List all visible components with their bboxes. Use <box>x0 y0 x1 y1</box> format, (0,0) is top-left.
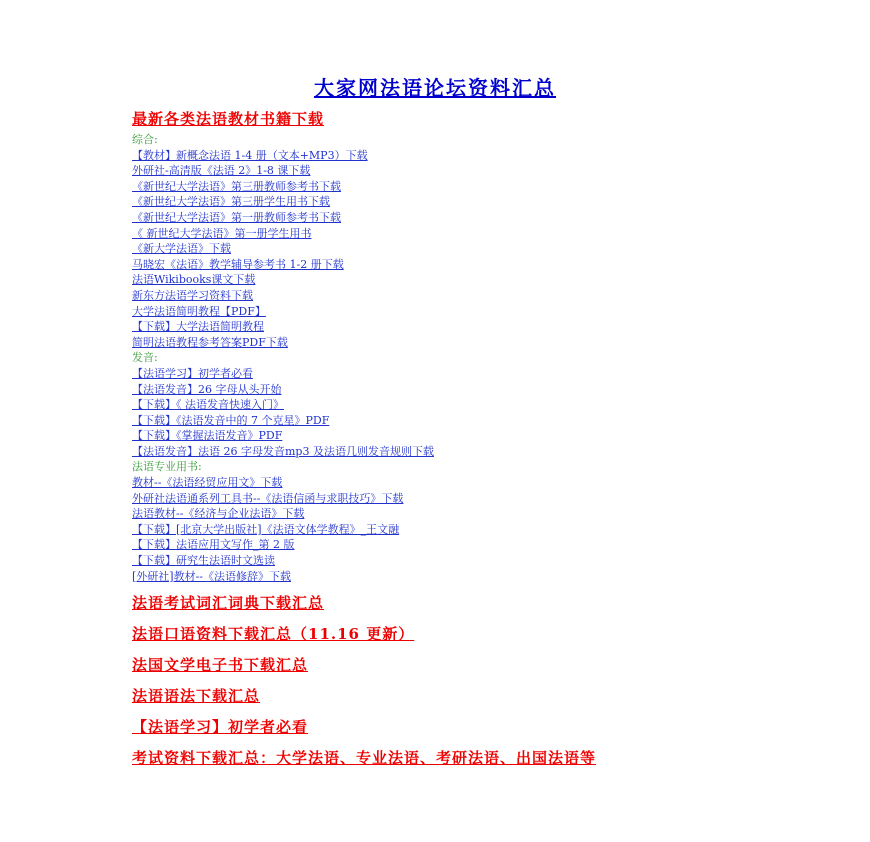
resource-link[interactable]: 《新世纪大学法语》第三册学生用书下载 <box>132 195 330 209</box>
resource-link[interactable]: 大学法语简明教程【PDF】 <box>132 304 266 318</box>
resource-link[interactable]: [外研社]教材--《法语修辞》下载 <box>132 569 292 583</box>
resource-link[interactable]: 【法语学习】初学者必看 <box>132 366 253 380</box>
resource-link[interactable]: 马晓宏《法语》教学辅导参考书 1-2 册下载 <box>132 257 344 271</box>
resource-link[interactable]: 《新世纪大学法语》第一册教师参考书下载 <box>132 210 341 224</box>
resource-link[interactable]: 【下载】《法语发音中的 7 个克星》PDF <box>132 413 330 427</box>
section-heading-textbooks[interactable]: 最新各类法语教材书籍下载 <box>132 110 325 128</box>
resource-link[interactable]: 【法语发音】法语 26 字母发音mp3 及法语几则发音规则下载 <box>132 444 434 458</box>
group-professional <box>132 459 832 584</box>
resource-link[interactable]: 新东方法语学习资料下载 <box>132 288 253 302</box>
resource-link[interactable]: 《新世纪大学法语》第三册教师参考书下载 <box>132 179 341 193</box>
section-heading-exam-materials[interactable]: 考试资料下载汇总：大学法语、专业法语、考研法语、出国法语等 <box>132 749 597 768</box>
other-sections <box>132 588 832 774</box>
section-heading-french-literature[interactable]: 法国文学电子书下载汇总 <box>132 656 309 675</box>
resource-link[interactable]: 外研社-高清版《法语 2》1-8 课下载 <box>132 164 311 178</box>
resource-list <box>132 108 832 774</box>
page-title[interactable]: 大家网法语论坛资料汇总 <box>314 76 556 100</box>
resource-link[interactable]: 【下载】研究生法语时文选读 <box>132 554 275 568</box>
category-label-general: 综合: <box>132 133 158 146</box>
resource-link[interactable]: 法语教材--《经济与企业法语》下载 <box>132 507 305 521</box>
resource-link[interactable]: 法语Wikibooks课文下载 <box>132 273 256 287</box>
resource-link[interactable]: 【法语发音】26 字母从头开始 <box>132 382 282 396</box>
section-heading-beginners[interactable]: 【法语学习】初学者必看 <box>132 718 309 737</box>
section-heading-exam-vocabulary[interactable]: 法语考试词汇词典下载汇总 <box>132 594 325 613</box>
group-pronunciation <box>132 350 832 459</box>
resource-link[interactable]: 《新大学法语》下载 <box>132 242 231 256</box>
group-general <box>132 132 832 350</box>
resource-link[interactable]: 【下载】法语应用文写作_第 2 版 <box>132 538 295 552</box>
resource-link[interactable]: 外研社法语通系列工具书--《法语信函与求职技巧》下载 <box>132 491 404 505</box>
resource-link[interactable]: 【下载】《掌握法语发音》PDF <box>132 429 283 443</box>
resource-link[interactable]: 教材--《法语经贸应用文》下载 <box>132 476 283 490</box>
resource-link[interactable]: 《 新世纪大学法语》第一册学生用书 <box>132 226 312 240</box>
section-heading-grammar[interactable]: 法语语法下载汇总 <box>132 687 261 706</box>
resource-link[interactable]: 【教材】新概念法语 1-4 册（文本+MP3）下载 <box>132 148 368 162</box>
category-label-professional: 法语专业用书: <box>132 460 202 474</box>
category-label-pronunciation: 发音: <box>132 351 158 365</box>
resource-link[interactable]: 简明法语教程参考答案PDF下载 <box>132 335 288 349</box>
section-heading-oral-french[interactable]: 法语口语资料下载汇总（11.16 更新） <box>132 625 415 644</box>
resource-link[interactable]: 【下载】《 法语发音快速入门》 <box>132 398 284 412</box>
resource-link[interactable]: 【下载】[北京大学出版社]《法语文体学教程》_王文融 <box>132 522 400 536</box>
resource-link[interactable]: 【下载】大学法语简明教程 <box>132 320 264 334</box>
